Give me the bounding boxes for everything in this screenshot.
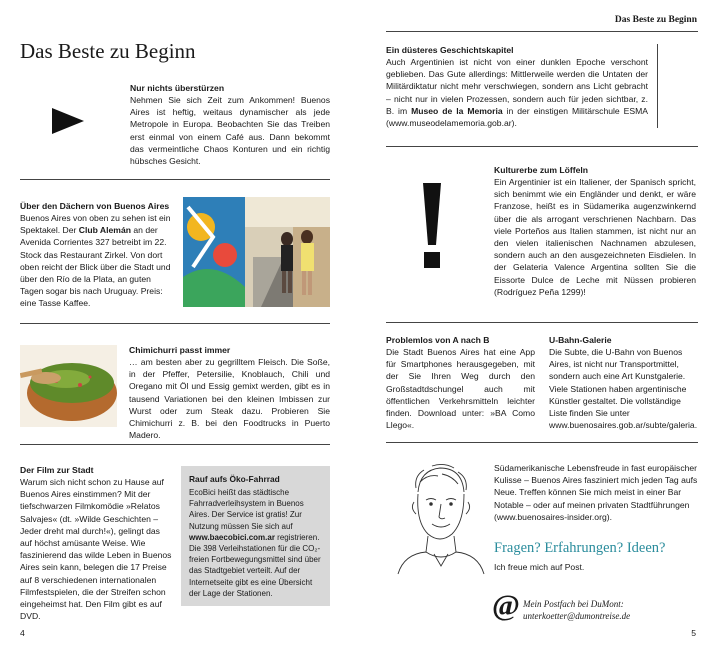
section-text: Auch Argentinien ist nicht von einer dunklen Epoche verschont geblieben. Das Gute allerdings: Mittlerweile werden die Untaten der Militärdiktatur nicht mehr verschwiegen, sondern ans Licht gebracht – nicht nur in vielen Prozessen, sondern auch für jeden sichtbar, z. B. im <box>386 57 648 116</box>
section-text: … am besten aber zu gegrilltem Fleisch. Die Soße, in der Pfeffer, Petersilie, Knoblauch, Chili und Oregano mit Öl und Essig gemixt werden, gibt es in tausend Variationen bei den kleinen Imbissen zur Wurst oder zum Steak dazu. Probieren Sie Chimichurri z. B. bei den Foodtrucks in Puerto Madero. <box>129 357 330 441</box>
section-chimichurri <box>129 344 330 441</box>
header-rule <box>386 31 698 32</box>
section-text: Nehmen Sie sich Zeit zum Ankommen! Buenos Aires ist heftig, weitaus dynamischer als jede Metropole in Europa. Beobachten Sie das Treiben erst einmal von einem Café aus. Dann bekommt das vermeintliche Chaos Konturen und ein richtig hübsches Gesicht. <box>130 95 330 167</box>
section-heading: Problemlos von A nach B <box>386 335 490 345</box>
info-box <box>181 466 330 606</box>
at-sign-icon: @ <box>492 589 520 622</box>
divider <box>386 442 698 443</box>
divider <box>20 323 330 324</box>
exclamation-icon <box>420 183 444 274</box>
section-geschichte <box>386 44 648 129</box>
place-name: Club Alemán <box>78 225 131 236</box>
divider <box>386 146 698 147</box>
author-text: Südamerikanische Lebensfreude in fast europäischer Kulisse – Buenos Aires fasziniert mich jeden Tag aufs Neue. Treffen können Sie mich meist in einer Bar Notable – oder auf meinen privaten Stadtführungen (www.buenosaires-insider.org). <box>494 463 698 522</box>
running-head: Das Beste zu Beginn <box>614 15 697 25</box>
divider <box>386 322 698 323</box>
mailbox-label: Mein Postfach bei DuMont: <box>523 599 624 609</box>
section-heading: Nur nichts überstürzen <box>130 83 225 93</box>
section-text: Buenos Aires von oben zu sehen ist ein Spektakel. Der <box>20 213 171 236</box>
chimichurri-photo <box>20 345 117 427</box>
info-box-text: EcoBici heißt das städtische Fahrradverleihsystem in Buenos Aires. Der Service ist gratis! Zur Nutzung müssen Sie sich auf <box>189 488 304 531</box>
divider <box>20 179 330 180</box>
section-heading: Ein düsteres Geschichtskapitel <box>386 45 514 55</box>
section-text: Warum sich nicht schon zu Hause auf Buenos Aires einstimmen? Mit der tiefschwarzen Filmkomödie »Relatos Salvajes« (dt. »Wilde Geschichten – Jeder dreht mal durch!«), gelingt das auf höchst amüsante Weise. Wie faszinierend das wilde Leben in Buenos Aires sein kann, belegen die 17 Preise auf 8 verschiedenen internationalen Filmfestspielen, die der Streifen schon eingeheimst hat. Den Film gibt es auf DVD. <box>20 477 172 622</box>
section-nur-nichts <box>130 82 330 167</box>
page-number-left: 4 <box>20 628 25 638</box>
section-heading: Der Film zur Stadt <box>20 465 94 475</box>
page-number-right: 5 <box>691 628 696 638</box>
section-author <box>494 462 698 523</box>
mall-photo <box>183 197 330 307</box>
section-text: an der Avenida Corrientes 327 betreibt im 22. Stock das Restaurant Zirkel. Von dort oben reicht der Blick über die Stadt und über den Río de la Plata, an guten Tagen sogar bis nach Uruguay. Preis: eine Tasse Kaffee. <box>20 225 171 309</box>
play-triangle-icon <box>52 108 84 139</box>
section-heading: Chimichurri passt immer <box>129 345 231 355</box>
post-text: Ich freue mich auf Post. <box>494 562 585 572</box>
author-portrait <box>388 462 488 577</box>
section-heading: U-Bahn-Galerie <box>549 335 612 345</box>
mailbox-address[interactable]: unterkoetter@dumontreise.de <box>523 611 631 621</box>
section-text: Die Stadt Buenos Aires hat eine App für Smartphones herausgegeben, mit der Sie Ihren Weg durch den Großstadtdschungel auch mit öffentlichen Verkehrsmitteln leichter finden. Download unter: »BA Como Llego«. <box>386 347 535 431</box>
mailbox <box>523 598 630 622</box>
section-daecher <box>20 200 176 310</box>
section-heading: Kulturerbe zum Löffeln <box>494 165 589 175</box>
section-text: Die Subte, die U-Bahn von Buenos Aires, ist nicht nur Transportmittel, sondern auch eine Art Kunstgalerie. Viele Stationen haben argentinische Künstler gestaltet. Die vollständige Liste finden Sie unter www.buenosaires.gob.ar/subte/galeria. <box>549 347 698 431</box>
info-box-text: registrieren. Die 398 Verleihstationen für die CO₂-freien Fortbewegungsmittel sind über das Stadtgebiet verteilt. Auf der Internetseite gibt es eine Übersicht der Lage der Stationen. <box>189 532 321 598</box>
section-problemlos <box>386 334 535 431</box>
page-title: Das Beste zu Beginn <box>20 39 196 63</box>
question-heading: Fragen? Erfahrungen? Ideen? <box>494 540 666 556</box>
info-box-heading: Rauf aufs Öko-Fahrrad <box>189 474 280 484</box>
place-name: Museo de la Memoria <box>411 105 503 116</box>
section-heading: Über den Dächern von Buenos Aires <box>20 201 170 211</box>
section-text: Ein Argentinier ist ein Italiener, der Spanisch spricht, sich benimmt wie ein Engländer und denkt, er wäre Franzose, heißt es in Südamerika augenzwinkernd über die als arrogant verschrienen Nachbarn. Das viele Porteños aus Italien stammen, ist nicht nur an den vielen italienischen Nachnamen abzulesen, sondern auch an den ausgezeichneten Eisdielen. In der Gelateria Valence Argentina sollten Sie die Eissorte Dulce de Leche mit Nüssen probieren (Rodríguez Peña 1299)! <box>494 177 696 297</box>
section-kulturerbe <box>494 164 696 298</box>
section-film <box>20 464 172 622</box>
info-box-url: www.baecobici.com.ar <box>189 532 275 542</box>
divider <box>20 444 330 445</box>
section-text: in der einstigen Militärschule ESMA (www.museodelamemoria.gob.ar). <box>386 105 649 129</box>
vertical-divider <box>657 44 658 128</box>
section-ubahn <box>549 334 698 431</box>
